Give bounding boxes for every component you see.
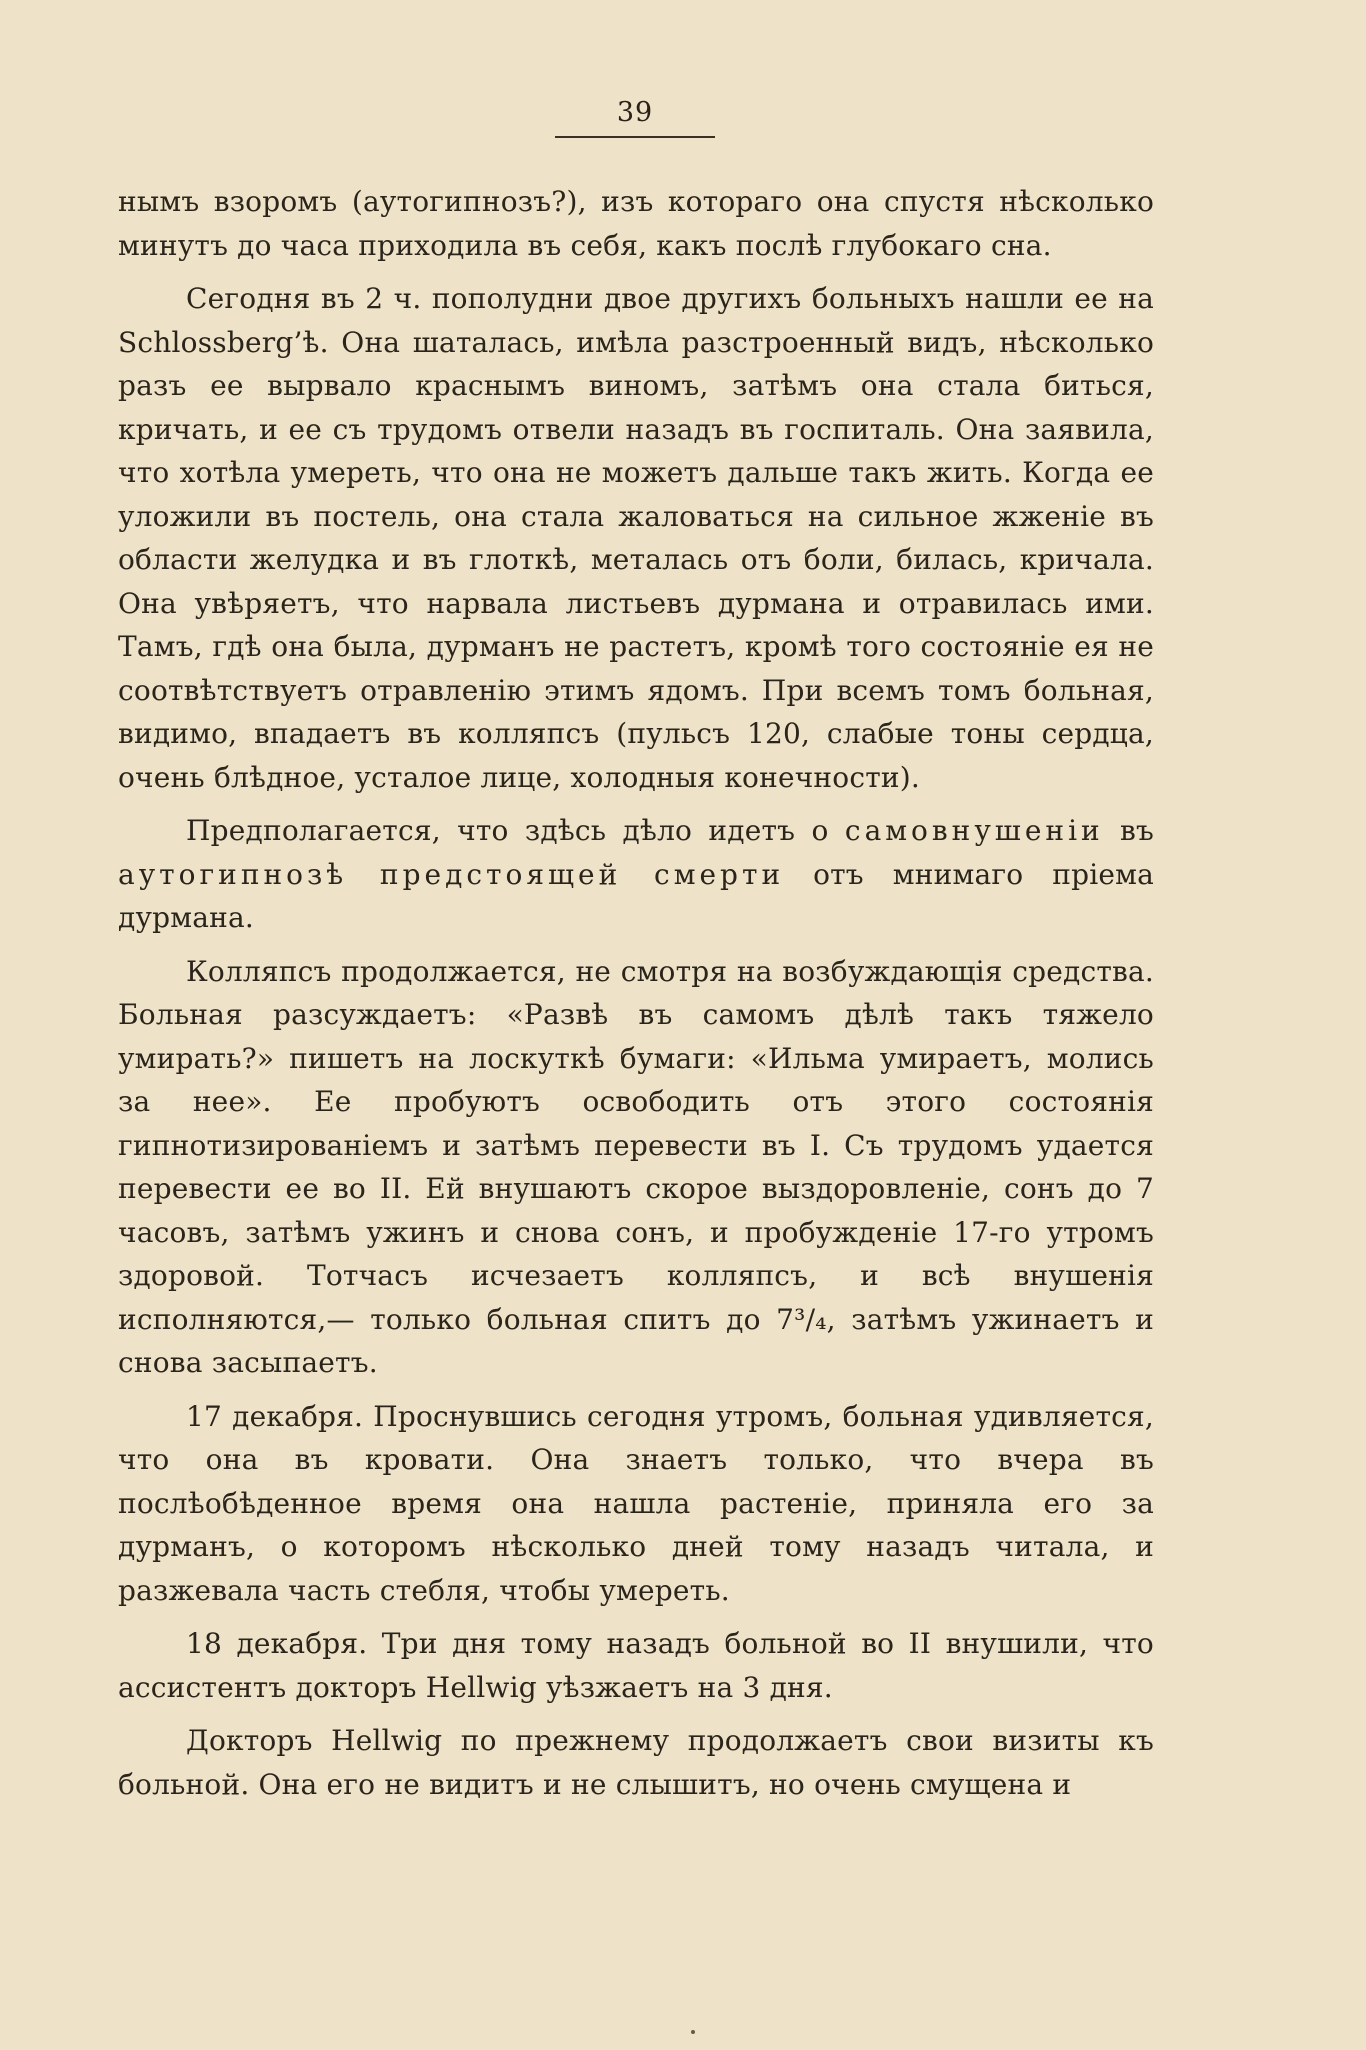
text-run: въ (1103, 814, 1154, 847)
paragraph: Докторъ Hellwig по прежнему продолжаетъ свои визиты къ больной. Она его не видитъ и не слышитъ, но очень смущена и (118, 1724, 1154, 1801)
emphasis-text: самовнушеніи (844, 814, 1104, 847)
emphasis-text: аутогипнозѣ предстоящей смерти (118, 857, 785, 891)
text-run: отъ мнимаго пріема дурмана. (118, 857, 1154, 934)
paragraph (118, 809, 1154, 940)
body-text (118, 180, 1154, 1806)
page-speck (691, 2030, 695, 2034)
paragraph: Колляпсъ продолжается, не смотря на возбуждающія средства. Больная разсуждаетъ: «Развѣ въ самомъ дѣлѣ такъ тяжело умирать?» пишетъ на лоскуткѣ бумаги: «Ильма умираетъ, молись за нее». Ее пробуютъ освободить отъ этого состоянія гипнотизированіемъ и затѣмъ перевести въ I. Съ трудомъ удается перевести ее во II. Ей внушаютъ скорое выздоровленіе, сонъ до 7 часовъ, затѣмъ ужинъ и снова сонъ, и пробужденіе 17-го утромъ здоровой. Тотчасъ исчезаетъ колляпсъ, и всѣ внушенія исполняются,— только больная спитъ до 7³/₄, затѣмъ ужинаетъ и снова засыпаетъ. (118, 954, 1154, 1379)
paragraph: Сегодня въ 2 ч. пополудни двое другихъ больныхъ нашли ее на Schlossberg’ѣ. Она шаталась, имѣла разстроенный видъ, нѣсколько разъ ее вырвало краснымъ виномъ, затѣмъ она стала биться, кричать, и ее съ трудомъ отвели назадъ въ госпиталь. Она заявила, что хотѣла умереть, что она не можетъ дальше такъ жить. Когда ее уложили въ постель, она стала жаловаться на сильное жженіе въ области желудка и въ глоткѣ, металась отъ боли, билась, кричала. Она увѣряетъ, что нарвала листьевъ дурмана и отравилась ими. Тамъ, гдѣ она была, дурманъ не растетъ, кромѣ того состояніе ея не соотвѣтствуетъ отравленію этимъ ядомъ. При всемъ томъ больная, видимо, впадаетъ въ колляпсъ (пульсъ 120, слабые тоны сердца, очень блѣдное, усталое лице, холодныя конечности). (118, 282, 1154, 794)
header-rule (555, 136, 715, 138)
paragraph-continuation: нымъ взоромъ (аутогипнозъ?), изъ котораго она спустя нѣсколько минутъ до часа приходила въ себя, какъ послѣ глубокаго сна. (118, 185, 1154, 262)
paragraph-dated-entry: 17 декабря. Проснувшись сегодня утромъ, больная удивляется, что она въ кровати. Она знаетъ только, что вчера въ послѣобѣденное время она нашла растеніе, приняла его за дурманъ, о которомъ нѣсколько дней тому назадъ читала, и разжевала часть стебля, чтобы умереть. (118, 1399, 1154, 1607)
page-number: 39 (616, 97, 654, 128)
paragraph-dated-entry: 18 декабря. Три дня тому назадъ больной во II внушили, что ассистентъ докторъ Hellwig уѣзжаетъ на 3 дня. (118, 1627, 1154, 1704)
text-run: Предполагается, что здѣсь дѣло идетъ о (186, 814, 845, 847)
